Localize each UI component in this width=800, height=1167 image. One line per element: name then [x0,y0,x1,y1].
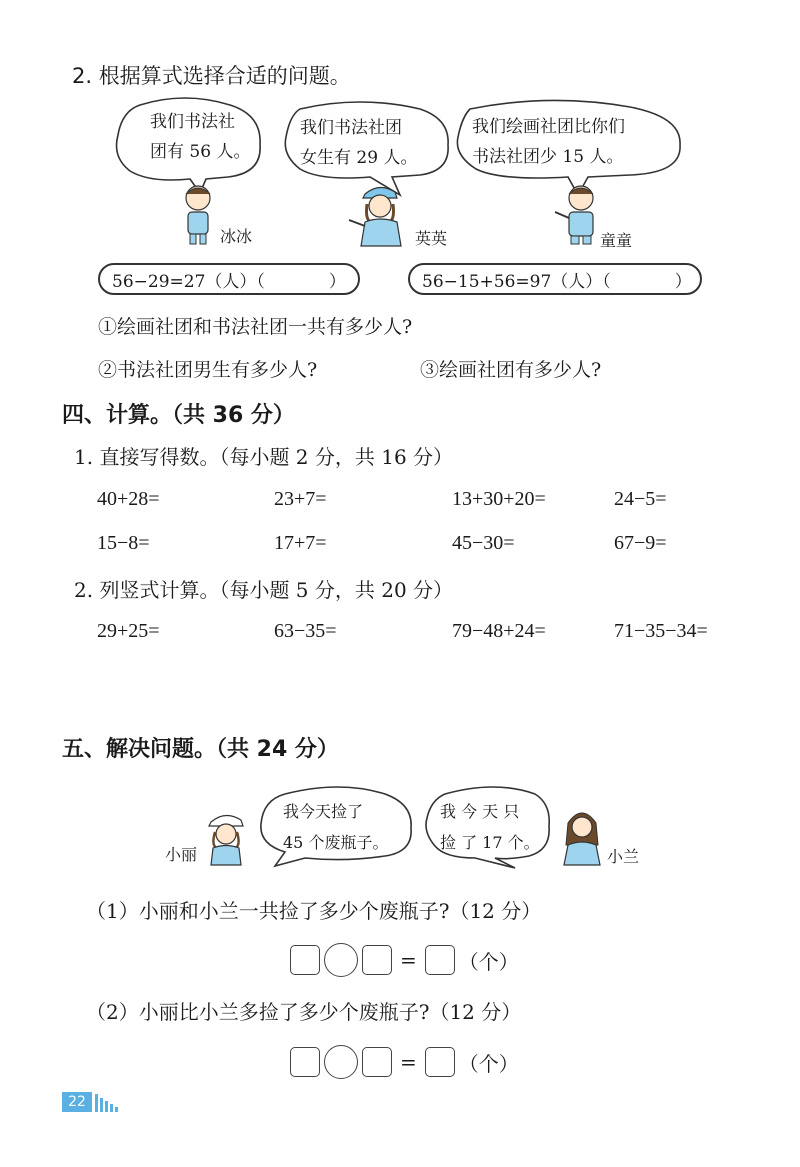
speech-bubble-xiaolan [440,796,540,858]
speech-bubble-2 [300,113,417,173]
calc-item: 23+7= [274,488,327,510]
boy-bingbing-illustration [178,182,218,246]
bubble-line: 女生有 29 人。 [300,148,418,168]
equals-sign: = [400,948,417,972]
speaker-name: 童童 [600,231,633,250]
calc-item: 29+25= [97,620,160,642]
equation-formula: 56−29=27（人）（ [112,271,265,292]
unit-label: （个） [458,1051,519,1076]
speech-bubble-1 [150,107,250,167]
answer-box[interactable] [362,945,392,975]
bubble-line: 团有 56 人。 [150,142,251,162]
calc-item: 15−8= [97,532,150,554]
subquestion-title: 1. 直接写得数。（每小题 2 分，共 16 分） [74,445,454,469]
boy-tongtong-illustration [553,182,603,246]
equals-sign: = [400,1050,417,1074]
bubble-line: 我们绘画社团比你们 [472,117,625,137]
section-heading: 五、解决问题。（共 24 分） [62,737,339,762]
answer-row-1 [290,943,519,977]
calc-item: 24−5= [614,488,667,510]
bars-decoration-icon [95,1092,123,1112]
answer-box[interactable] [290,945,320,975]
word-problem-1: （1）小丽和小兰一共捡了多少个废瓶子?（12 分） [86,899,542,923]
bubble-line: 我今天捡了 [283,802,364,821]
answer-box[interactable] [425,945,455,975]
girl-yingying-illustration [345,180,415,248]
girl-xiaolan-illustration [560,805,604,867]
speaker-name: 英英 [415,229,448,248]
unit-label: （个） [458,949,519,974]
equation-box-1 [98,263,360,295]
operator-circle[interactable] [324,943,358,977]
bubble-line: 我 今 天 只 [440,802,520,821]
speaker-name: 小丽 [165,845,198,864]
speaker-name: 小兰 [607,847,640,866]
operator-circle[interactable] [324,1045,358,1079]
page-number: 22 [62,1092,92,1112]
answer-box[interactable] [425,1047,455,1077]
word-problem-2: （2）小丽比小兰多捡了多少个废瓶子?（12 分） [86,1000,522,1024]
answer-box[interactable] [362,1047,392,1077]
bubble-line: 我们书法社团 [300,118,402,138]
answer-row-2 [290,1045,519,1079]
equation-formula: 56−15+56=97（人）（ [422,271,611,292]
calc-item: 13+30+20= [452,488,546,510]
speech-bubble-3 [472,112,625,172]
equation-close: ） [328,271,346,292]
calc-item: 63−35= [274,620,337,642]
speaker-name: 冰冰 [220,227,253,246]
equation-close: ） [674,271,692,292]
girl-xiaoli-illustration [203,810,251,866]
equation-box-2 [408,263,702,295]
calc-item: 40+28= [97,488,160,510]
bubble-line: 45 个废瓶子。 [283,833,389,852]
option-2: ②书法社团男生有多少人? [98,359,318,381]
section-heading: 四、计算。（共 36 分） [62,403,295,428]
bubble-line: 我们书法社 [150,112,235,132]
answer-box[interactable] [290,1047,320,1077]
question-title: 2. 根据算式选择合适的问题。 [72,64,351,88]
calc-item: 71−35−34= [614,620,708,642]
subquestion-title: 2. 列竖式计算。（每小题 5 分，共 20 分） [74,578,454,602]
calc-item: 67−9= [614,532,667,554]
bubble-line: 书法社团少 15 人。 [472,147,624,167]
option-1: ①绘画社团和书法社团一共有多少人? [98,316,413,338]
speech-bubble-xiaoli [283,796,388,858]
bubble-line: 捡 了 17 个。 [440,833,540,852]
option-3: ③绘画社团有多少人? [420,359,602,381]
calc-item: 17+7= [274,532,327,554]
calc-item: 45−30= [452,532,515,554]
calc-item: 79−48+24= [452,620,546,642]
